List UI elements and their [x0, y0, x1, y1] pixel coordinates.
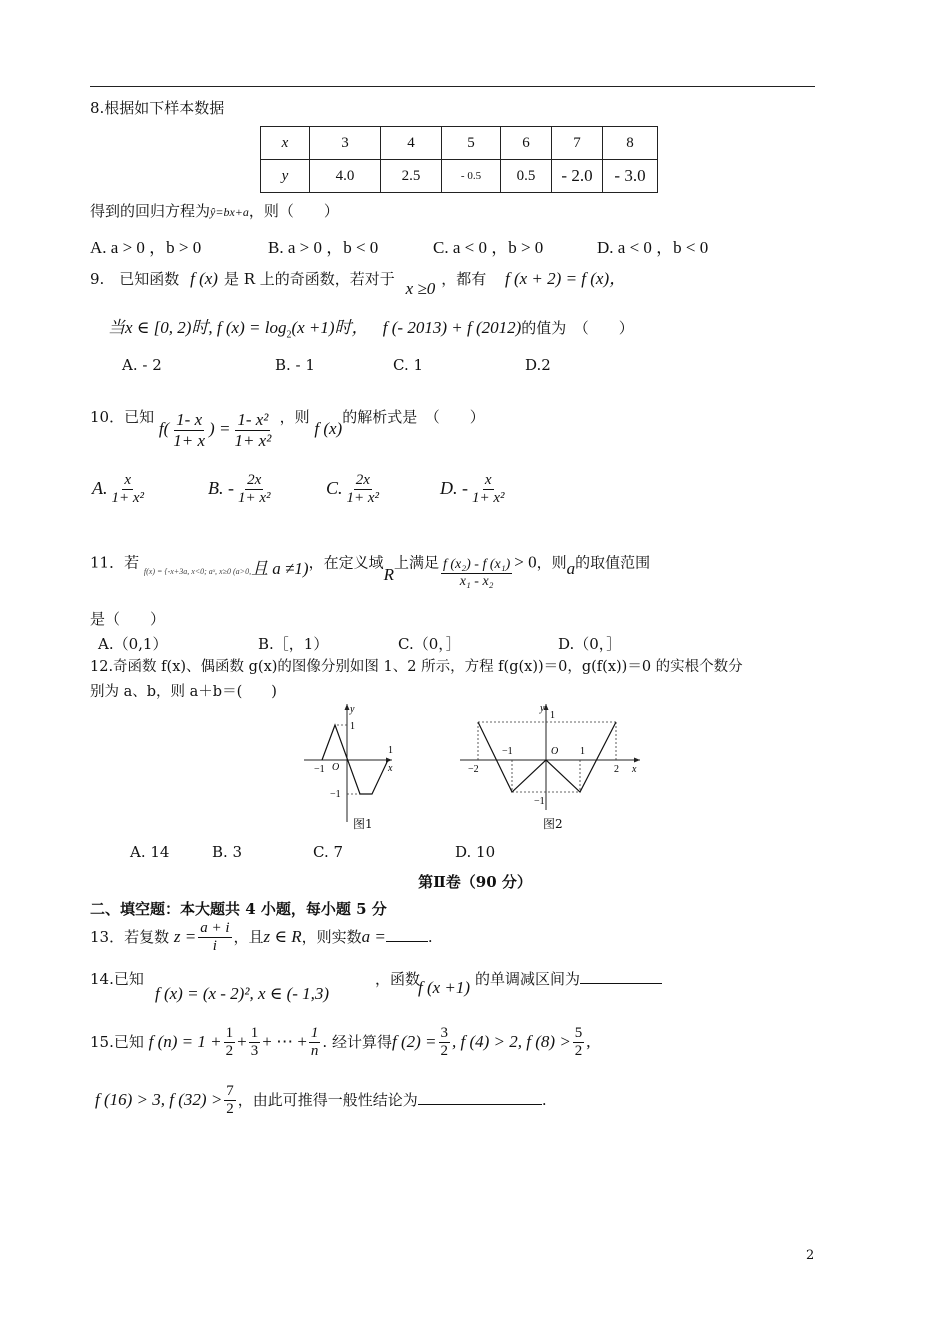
q11-line2: 是（ ）: [90, 610, 166, 628]
q11-domain-r: R: [383, 564, 394, 584]
table-cell: 0.5: [501, 160, 552, 193]
q10-option-den: 1+ x²: [111, 490, 145, 507]
q10-option-label: B. -: [208, 477, 234, 498]
q15-frac-num: 1: [224, 1025, 236, 1043]
q15-line2: [95, 1083, 547, 1119]
q15-f16-f32: f (16) > 3, f (32) >: [95, 1089, 223, 1109]
q11-frac-den: x₁ - x₂: [459, 574, 494, 590]
table-header-y: y: [261, 160, 310, 193]
q9-text: 是 R 上的奇函数，若对于: [223, 270, 395, 288]
q15-frac-den: 3: [250, 1043, 259, 1060]
svg-text:O: O: [332, 762, 340, 773]
q12-option-c[interactable]: C. 7: [313, 843, 344, 861]
q15-text: . 经计算得: [322, 1032, 392, 1051]
q9-domain: 当x ∈ [0, 2)时, f (x) = log: [108, 318, 287, 337]
q14-fx1: f (x +1): [418, 978, 471, 997]
q15-f2: f (2) =: [391, 1031, 437, 1051]
q15-text: ，由此可推得一般性结论为: [237, 1090, 418, 1109]
table-row: [261, 160, 658, 193]
q10-text: 10．已知: [90, 407, 155, 426]
q13-text: ，则实数: [301, 927, 362, 946]
part2-title: 第Ⅱ卷（90 分）: [418, 873, 532, 891]
svg-text:1: 1: [550, 710, 555, 721]
q8-option-c[interactable]: C. a < 0 ，b > 0: [433, 238, 544, 257]
svg-text:y: y: [540, 703, 545, 714]
q10-option-a[interactable]: [92, 472, 148, 508]
q9-text: ，都有: [441, 270, 487, 288]
q13-z: z =: [173, 926, 197, 946]
svg-text:−2: −2: [468, 764, 479, 775]
q8-text: 得到的回归方程为: [90, 202, 211, 220]
svg-text:x: x: [632, 764, 637, 775]
q15-frac-num: 3: [439, 1025, 451, 1043]
q15-answer-blank[interactable]: [418, 1104, 542, 1105]
q10-option-num: x: [483, 472, 494, 490]
q10-option-num: 2x: [354, 472, 372, 490]
q15-text: 15.已知: [90, 1032, 144, 1051]
q13-cond: z ∈ R: [263, 926, 302, 946]
header-rule: [90, 86, 815, 87]
q10-option-b[interactable]: [208, 472, 275, 508]
q10-option-c[interactable]: [326, 472, 383, 508]
q9-line1: [90, 264, 627, 298]
svg-text:−1: −1: [314, 764, 325, 775]
q15-frac-num: 7: [224, 1083, 236, 1101]
q14-tail: [475, 968, 662, 989]
fig1-caption: 图1: [353, 817, 373, 831]
q9-line2: [108, 313, 634, 340]
table-cell: 4: [381, 127, 442, 160]
svg-text:1: 1: [580, 746, 585, 757]
q10-option-label: A.: [92, 477, 108, 498]
q9-option-c[interactable]: C. 1: [393, 356, 424, 374]
q8-option-b[interactable]: B. a > 0 ，b < 0: [268, 238, 379, 257]
table-header-x: x: [261, 127, 310, 160]
q15-frac-den: n: [310, 1043, 319, 1060]
q11-ineq: > 0: [514, 552, 537, 572]
q13-text: 13．若复数: [90, 927, 170, 946]
q8-option-d[interactable]: D. a < 0 ，b < 0: [597, 238, 709, 257]
q9-option-d[interactable]: D.2: [525, 356, 551, 374]
q15-frac-den: 2: [225, 1043, 234, 1060]
q10-given: [158, 410, 280, 450]
q10-option-den: 1+ x²: [238, 490, 271, 507]
svg-text:−1: −1: [330, 789, 341, 800]
q13-answer-blank[interactable]: [386, 941, 428, 942]
q10-f: f(: [158, 418, 170, 438]
q11-line: [90, 547, 651, 590]
q12-line1: 12.奇函数 f(x)、偶函数 g(x)的图像分别如图 1、2 所示，方程 f(g(x))＝0，g(f(x))＝0 的实根个数分: [90, 659, 743, 675]
svg-text:O: O: [551, 746, 559, 757]
q12-option-b[interactable]: B. 3: [212, 843, 243, 861]
q11-option-c[interactable]: C.（0，］: [398, 635, 461, 653]
q9-cond: x ≥0: [405, 279, 436, 298]
q8-text-tail: ，则（ ）: [248, 202, 339, 220]
fig2-x-arrow: [634, 758, 640, 763]
table-cell: - 0.5: [442, 160, 501, 193]
q11-option-b[interactable]: B.［，1）: [258, 635, 329, 653]
fig2-caption: 图2: [543, 817, 563, 831]
table-cell: 3: [310, 127, 381, 160]
q12-option-d[interactable]: D. 10: [455, 843, 496, 861]
q13-end: .: [427, 927, 433, 946]
q15-fn: f (n) = 1 +: [148, 1031, 222, 1051]
q13-frac-den: i: [212, 938, 217, 955]
svg-text:x: x: [388, 763, 393, 774]
q15-line1: 15.已知 f (n) = 1 + $\frac{1}{2}$ + $\frac{1}{3}$ + ⋯ + $\frac{1}{n}$ . 经计算得f (2) = $\frac{3}{2}$ , f (4) > 2, f (8) > $\frac{5}{2}$ ,: [90, 1025, 591, 1060]
q10-option-label: D. -: [440, 477, 468, 498]
q15-frac-den: 2: [574, 1043, 583, 1060]
q14-line: [90, 968, 144, 989]
table-cell: - 3.0: [603, 160, 658, 193]
q11-text: ，在定义域: [308, 553, 384, 572]
q14-text: 14.已知: [90, 970, 144, 988]
q11-a: a: [566, 558, 576, 578]
q13-text: ，且: [233, 927, 264, 946]
table-cell: 4.0: [310, 160, 381, 193]
q10-option-den: 1+ x²: [472, 490, 505, 507]
q9-text: 9. 已知函数: [90, 270, 180, 288]
q9-equation: f (x + 2) = f (x)，: [505, 269, 627, 288]
q15-comma: ,: [586, 1031, 591, 1051]
table-cell: 2.5: [381, 160, 442, 193]
q15-frac-num: 1: [249, 1025, 261, 1043]
q15-frac-den: 2: [226, 1101, 234, 1118]
q10-option-den: 1+ x²: [346, 490, 380, 507]
q10-text: ，则: [279, 407, 310, 426]
q9-f: f (x): [190, 269, 218, 288]
q9-expression: f (- 2013) + f (2012): [382, 318, 522, 337]
q11-option-d[interactable]: D.（0，］: [558, 635, 622, 653]
q10-frac-den: 1+ x: [173, 430, 206, 450]
q11-text: 11．若: [90, 553, 140, 572]
q14-line-b: [375, 968, 420, 989]
q10-fx: f (x): [314, 418, 343, 438]
q14-answer-blank[interactable]: [580, 983, 662, 984]
q10-option-num: x: [122, 472, 133, 490]
q15-frac-num: 5: [573, 1025, 585, 1043]
q10-option-num: 2x: [245, 472, 263, 490]
q11-text: 上满足: [393, 553, 439, 572]
figure-2-even-function: [460, 700, 645, 815]
svg-text:2: 2: [614, 764, 619, 775]
section2-title: 二、填空题：本大题共 4 小题，每小题 5 分: [90, 900, 387, 918]
q13-frac-num: a + i: [198, 920, 231, 938]
q9-option-a[interactable]: A. - 2: [122, 356, 162, 374]
q13-line: [90, 920, 433, 956]
q12-option-a[interactable]: A. 14: [130, 843, 170, 861]
svg-text:1: 1: [350, 721, 355, 732]
table-row: [261, 127, 658, 160]
q11-text: 的取值范围: [575, 553, 651, 572]
svg-text:y: y: [350, 704, 355, 715]
fig1-y-arrow: [345, 704, 350, 710]
q11-option-a[interactable]: A.（0,1）: [98, 635, 168, 653]
q14-text: 的单调减区间为: [475, 970, 581, 988]
q10-line: [90, 398, 485, 450]
q10-text: 的解析式是 （ ）: [342, 407, 485, 426]
q14-expr: f (x) = (x - 2)², x ∈ (- 1,3): [155, 984, 330, 1003]
q10-frac-num: 1- x²: [237, 410, 269, 429]
q15-f4-f8: , f (4) > 2, f (8) >: [452, 1031, 571, 1051]
regression-equation: ŷ=bx+a: [210, 205, 249, 219]
q15-frac-den: 2: [440, 1043, 448, 1060]
q11-piecewise: f(x) = {-x+3a, x<0; aˣ, x≥0 (a>0,: [143, 566, 252, 576]
q10-option-d[interactable]: [440, 472, 509, 508]
q10-frac-num: 1- x: [176, 410, 203, 429]
q8-option-a[interactable]: A. a > 0 ，b > 0: [90, 238, 202, 257]
q15-end: .: [541, 1090, 547, 1109]
svg-text:1: 1: [388, 745, 393, 756]
q15-dots: + ⋯ +: [262, 1031, 307, 1051]
q14-text: ，函数: [375, 970, 421, 988]
q11-frac-num: f (x₂) - f (x₁): [441, 557, 512, 574]
svg-text:−1: −1: [502, 746, 513, 757]
q10-eq: ) =: [209, 418, 231, 438]
table-cell: 8: [603, 127, 658, 160]
q8-question: [90, 200, 339, 221]
table-cell: 5: [442, 127, 501, 160]
table-cell: - 2.0: [552, 160, 603, 193]
svg-text:−1: −1: [534, 796, 545, 807]
q11-cond: 且 a ≠1): [251, 558, 309, 578]
q9-log-base: 2: [286, 329, 292, 341]
fig2-curve: [478, 722, 616, 792]
page-number: 2: [806, 1248, 815, 1263]
q8-stem: 8.根据如下样本数据: [90, 99, 225, 117]
q10-frac-den: 1+ x²: [234, 430, 272, 450]
q13-a: a =: [361, 926, 386, 946]
q15-frac-num: 1: [309, 1025, 321, 1043]
q10-option-label: C.: [326, 477, 343, 498]
table-cell: 7: [552, 127, 603, 160]
q11-text: ，则: [536, 553, 567, 572]
q9-text: 的值为 （ ）: [521, 319, 634, 337]
sample-data-table: [260, 126, 658, 193]
figure-1-odd-function: [300, 700, 400, 830]
table-cell: 6: [501, 127, 552, 160]
q12-line2: 别为 a、b，则 a＋b＝( ): [90, 684, 277, 700]
q9-log-arg: (x +1)时，: [291, 318, 369, 337]
q9-option-b[interactable]: B. - 1: [275, 356, 315, 374]
